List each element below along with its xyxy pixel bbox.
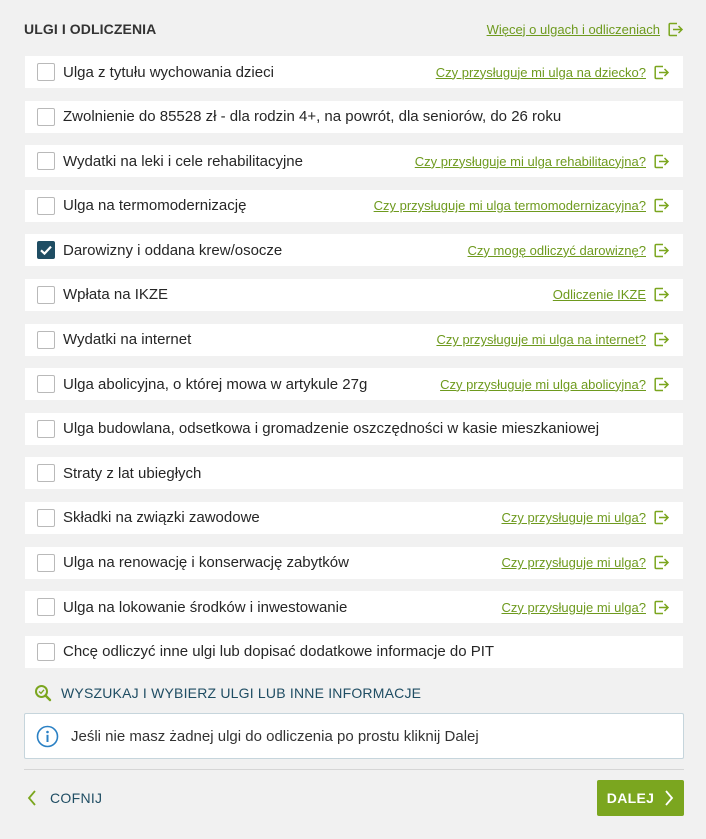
- relief-help-link[interactable]: [553, 286, 670, 303]
- relief-row: [25, 636, 683, 668]
- search-reliefs-label: WYSZUKAJ I WYBIERZ ULGI LUB INNE INFORMACJE: [61, 685, 422, 701]
- relief-checkbox[interactable]: [37, 509, 55, 527]
- arrow-right-box-icon: [653, 286, 670, 303]
- chevron-right-icon: [664, 789, 674, 807]
- relief-label[interactable]: Ulga na renowację i konserwację zabytków: [63, 554, 349, 572]
- arrow-right-box-icon: [653, 509, 670, 526]
- relief-row: [25, 279, 683, 311]
- relief-checkbox[interactable]: [37, 554, 55, 572]
- relief-row: [25, 145, 683, 177]
- relief-help-link[interactable]: [415, 153, 670, 170]
- relief-help-link-label: Czy przysługuje mi ulga na dziecko?: [435, 64, 646, 80]
- relief-label[interactable]: Straty z lat ubiegłych: [63, 464, 202, 482]
- relief-help-link[interactable]: [440, 376, 670, 393]
- relief-row: [25, 502, 683, 534]
- relief-checkbox[interactable]: [37, 241, 55, 259]
- relief-row: [25, 190, 683, 222]
- arrow-right-box-icon: [653, 331, 670, 348]
- relief-help-link[interactable]: [501, 509, 670, 526]
- relief-row: [25, 101, 683, 133]
- relief-label[interactable]: Ulga na termomodernizację: [63, 197, 247, 215]
- relief-help-link-label: Czy przysługuje mi ulga?: [501, 555, 646, 571]
- relief-label[interactable]: Darowizny i oddana krew/osocze: [63, 241, 283, 259]
- relief-help-link-label: Odliczenie IKZE: [552, 287, 646, 303]
- relief-label[interactable]: Ulga na lokowanie środków i inwestowanie: [63, 598, 348, 616]
- arrow-right-box-icon: [653, 64, 670, 81]
- relief-checkbox[interactable]: [37, 643, 55, 661]
- search-icon: [34, 684, 52, 702]
- relief-help-link[interactable]: [436, 64, 670, 81]
- footer-divider: [24, 769, 684, 770]
- relief-checkbox[interactable]: [37, 197, 55, 215]
- relief-checkbox[interactable]: [37, 63, 55, 81]
- relief-label[interactable]: Wydatki na internet: [63, 331, 192, 349]
- arrow-right-box-icon: [653, 153, 670, 170]
- section-header: [24, 18, 684, 40]
- relief-checkbox[interactable]: [37, 286, 55, 304]
- relief-help-link-label: Czy przysługuje mi ulga termomodernizacyjna?: [373, 198, 646, 214]
- arrow-right-box-icon: [653, 376, 670, 393]
- relief-help-link-label: Czy przysługuje mi ulga rehabilitacyjna?: [414, 153, 646, 169]
- info-icon: [36, 725, 59, 748]
- relief-label[interactable]: Ulga z tytułu wychowania dzieci: [63, 63, 274, 81]
- relief-checkbox[interactable]: [37, 375, 55, 393]
- relief-row: [25, 591, 683, 623]
- section-title: ULGI I ODLICZENIA: [24, 21, 157, 37]
- relief-row: [25, 457, 683, 489]
- relief-help-link-label: Czy przysługuje mi ulga?: [501, 599, 646, 615]
- relief-checkbox[interactable]: [37, 331, 55, 349]
- relief-help-link[interactable]: [436, 331, 670, 348]
- back-button-label: COFNIJ: [50, 790, 103, 806]
- relief-row: [25, 324, 683, 356]
- arrow-right-box-icon: [667, 21, 684, 38]
- relief-help-link-label: Czy przysługuje mi ulga abolicyjna?: [440, 376, 646, 392]
- relief-label[interactable]: Wydatki na leki i cele rehabilitacyjne: [63, 152, 303, 170]
- more-info-link[interactable]: [487, 21, 684, 38]
- arrow-right-box-icon: [653, 599, 670, 616]
- relief-help-link[interactable]: [468, 242, 670, 259]
- relief-help-link[interactable]: [374, 197, 670, 214]
- relief-row: [25, 368, 683, 400]
- relief-label[interactable]: Ulga abolicyjna, o której mowa w artykule 27g: [63, 375, 368, 393]
- relief-checkbox[interactable]: [37, 152, 55, 170]
- info-text: Jeśli nie masz żadnej ulgi do odliczenia po prostu kliknij Dalej: [71, 727, 479, 745]
- search-reliefs-link[interactable]: [34, 684, 421, 702]
- relief-help-link[interactable]: [501, 554, 670, 571]
- relief-row: [25, 234, 683, 266]
- arrow-right-box-icon: [653, 197, 670, 214]
- relief-help-link[interactable]: [501, 599, 670, 616]
- relief-checkbox[interactable]: [37, 420, 55, 438]
- relief-label[interactable]: Składki na związki zawodowe: [63, 509, 260, 527]
- relief-label[interactable]: Wpłata na IKZE: [63, 286, 169, 304]
- relief-checkbox[interactable]: [37, 108, 55, 126]
- info-box: [24, 713, 684, 759]
- relief-label[interactable]: Zwolnienie do 85528 zł - dla rodzin 4+, na powrót, dla seniorów, do 26 roku: [63, 108, 562, 126]
- more-info-link-label: Więcej o ulgach i odliczeniach: [486, 21, 660, 37]
- relief-row: [25, 413, 683, 445]
- relief-help-link-label: Czy mogę odliczyć darowiznę?: [467, 242, 646, 258]
- arrow-right-box-icon: [653, 242, 670, 259]
- relief-help-link-label: Czy przysługuje mi ulga na internet?: [436, 332, 646, 348]
- next-button[interactable]: [597, 780, 684, 816]
- next-button-label: DALEJ: [606, 790, 655, 806]
- arrow-right-box-icon: [653, 554, 670, 571]
- relief-row: [25, 56, 683, 88]
- relief-label[interactable]: Ulga budowlana, odsetkowa i gromadzenie oszczędności w kasie mieszkaniowej: [63, 420, 600, 438]
- relief-checkbox[interactable]: [37, 464, 55, 482]
- back-button[interactable]: [26, 787, 102, 809]
- relief-checkbox[interactable]: [37, 598, 55, 616]
- chevron-left-icon: [26, 789, 38, 807]
- relief-label[interactable]: Chcę odliczyć inne ulgi lub dopisać dodatkowe informacje do PIT: [63, 643, 495, 661]
- relief-row: [25, 547, 683, 579]
- checkmark-icon: [39, 243, 53, 257]
- relief-list: [25, 56, 683, 680]
- relief-help-link-label: Czy przysługuje mi ulga?: [501, 510, 646, 526]
